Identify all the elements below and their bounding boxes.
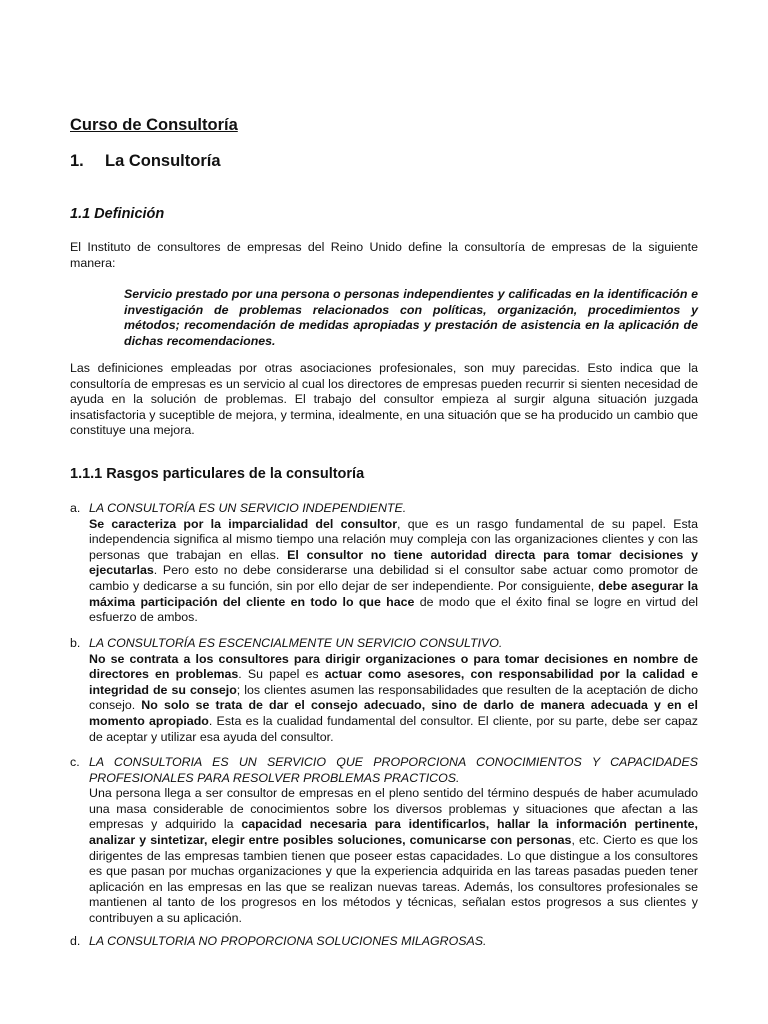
list-item-body <box>89 652 698 746</box>
bold-text-run: actuar como asesores, con responsabilidad por la calidad e integridad de su consejo <box>89 667 698 697</box>
list-item-body <box>89 517 698 626</box>
list-item <box>70 636 698 745</box>
section-number: 1. <box>70 152 84 170</box>
list-item-letter: a. <box>70 501 81 515</box>
list-item <box>70 934 698 950</box>
list-item-letter: b. <box>70 636 81 650</box>
text-run: , etc. Cierto es que los dirigentes de las empresas tambien tienen que poseer estas capacidades. Lo que distingue a los consultores es que pasan por muchas organizaciones y que la experiencia adquirida en las tareas pasadas pueden tener aplicación en las empresas en las que se realizan nuevas tareas. Además, los consultores profesionales se mantienen al tanto de los progresos en los métodos y técnicas, señalan estos progresos a sus clientes y contribuyen a su aplicación. <box>89 832 698 925</box>
body-paragraph: Las definiciones empleadas por otras asociaciones profesionales, son muy parecidas. Esto indica que la consultoría de empresas es un servicio al cual los directores de empresas pueden recurrir si sienten necesidad de ayuda en la solución de problemas. El trabajo del consultor empieza al surgir alguna situación juzgada insatisfactoria y suceptible de mejora, y termina, idealmente, en una situación que se ha producido un cambio que constituye una mejora. <box>70 361 698 438</box>
text-run: , que es un rasgo fundamental de su papel. Esta independencia significa al mismo tiempo una relación muy compleja con las organizaciones clientes y con las personas que trabajan en ellas. <box>89 516 698 562</box>
list-item-body <box>89 786 698 926</box>
bold-text-run: No solo se trata de dar el consejo adecuado, sino de darlo de manera adecuada y en el momento apropiado <box>89 698 698 728</box>
list-item-heading: LA CONSULTORIA ES UN SERVICIO QUE PROPORCIONA CONOCIMIENTOS Y CAPACIDADES PROFESIONALES PARA RESOLVER PROBLEMAS PRACTICOS. <box>89 755 698 785</box>
section-heading <box>70 152 221 171</box>
list-item-letter: c. <box>70 755 80 769</box>
text-run: de modo que el éxito final se logre en virtud del esfuerzo de ambos. <box>89 594 698 625</box>
list-item-letter: d. <box>70 934 81 948</box>
document-title: Curso de Consultoría <box>70 116 238 134</box>
bold-text-run: Se caracteriza por la imparcialidad del consultor <box>89 516 398 531</box>
bold-text-run: capacidad necesaria para identificarlos, hallar la información pertinente, analizar y sintetizar, elegir entre posibles soluciones, comunicarse con personas <box>89 817 698 847</box>
definition-quote: Servicio prestado por una persona o personas independientes y calificadas en la identificación e investigación de problemas relacionados con políticas, organización, procedimientos y métodos; recomendación de medidas apropiadas y prestación de asistencia en la aplicación de dichas recomendaciones. <box>124 287 698 348</box>
text-run: . Su papel es <box>238 667 325 682</box>
text-run: Una persona llega a ser consultor de empresas en el pleno sentido del término después de haber acumulado una masa considerable de conocimientos sobre los diversos problemas y situaciones que afectan a las empresas y adquirido la <box>89 786 698 832</box>
section-title: La Consultoría <box>105 152 221 170</box>
text-run: . Pero esto no debe considerarse una debilidad si el consultor sabe actuar como promotor de cambio y dedicarse a su función, sin por ello dejar de ser independiente. Por consiguiente, <box>89 563 698 593</box>
list-item-heading: LA CONSULTORÍA ES ESCENCIALMENTE UN SERVICIO CONSULTIVO. <box>89 636 503 650</box>
list-item <box>70 755 698 927</box>
list-item-heading: LA CONSULTORIA NO PROPORCIONA SOLUCIONES MILAGROSAS. <box>89 934 487 948</box>
intro-paragraph: El Instituto de consultores de empresas del Reino Unido define la consultoría de empresas de la siguiente manera: <box>70 240 698 270</box>
bold-text-run: No se contrata a los consultores para dirigir organizaciones o para tomar decisiones en nombre de directores en problemas <box>89 651 698 682</box>
bold-text-run: debe asegurar la máxima participación del cliente en todo lo que hace <box>89 578 699 609</box>
list-item <box>70 501 698 626</box>
subsection-heading: 1.1 Definición <box>70 206 165 222</box>
subsubsection-heading: 1.1.1 Rasgos particulares de la consultoría <box>70 466 365 482</box>
list-item-heading: LA CONSULTORÍA ES UN SERVICIO INDEPENDIENTE. <box>89 501 407 515</box>
text-run: ; los clientes asumen las responsabilidades que resulten de la aceptación de dicho consejo. <box>89 682 698 713</box>
text-run: . Esta es la cualidad fundamental del consultor. El cliente, por su parte, debe ser capaz de aceptar y utilizar esa ayuda del consultor. <box>89 713 699 744</box>
bold-text-run: El consultor no tiene autoridad directa para tomar decisiones y ejecutarlas <box>89 547 699 578</box>
